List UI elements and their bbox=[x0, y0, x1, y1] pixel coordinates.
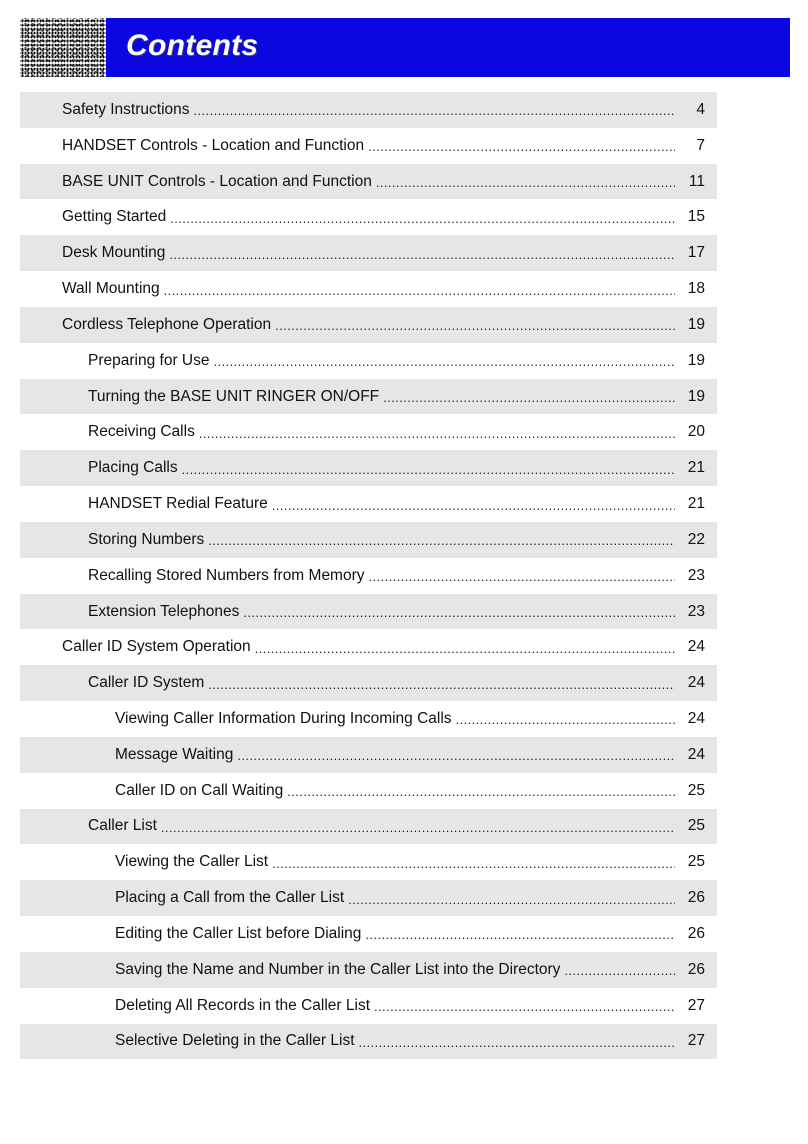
toc-entry-page: 19 bbox=[687, 315, 705, 333]
toc-entry-page: 25 bbox=[687, 781, 705, 799]
toc-entry[interactable] bbox=[20, 844, 717, 880]
toc-entry-page: 21 bbox=[687, 495, 705, 513]
toc-entry-page: 23 bbox=[687, 566, 705, 584]
toc-entry-title: Caller ID on Call Waiting bbox=[115, 781, 284, 799]
toc-entry-title: HANDSET Controls - Location and Function bbox=[62, 136, 365, 154]
toc-entry[interactable] bbox=[20, 414, 717, 450]
dot-leader bbox=[169, 247, 675, 262]
toc-entry-title: BASE UNIT Controls - Location and Function bbox=[62, 172, 372, 190]
toc-entry-title: Preparing for Use bbox=[88, 351, 210, 369]
toc-entry[interactable] bbox=[20, 916, 717, 952]
toc-entry[interactable] bbox=[20, 1024, 717, 1060]
dot-leader bbox=[194, 103, 675, 118]
dot-leader bbox=[243, 605, 675, 620]
toc-entry-page: 20 bbox=[687, 423, 705, 441]
toc-entry-title: Viewing the Caller List bbox=[115, 853, 269, 871]
dot-leader bbox=[383, 390, 675, 405]
dot-leader bbox=[365, 927, 675, 942]
toc-entry-title: Editing the Caller List before Dialing bbox=[115, 924, 362, 942]
toc-entry[interactable] bbox=[20, 164, 717, 200]
toc-entry-page: 26 bbox=[687, 960, 705, 978]
dot-leader bbox=[208, 677, 675, 692]
toc-entry[interactable] bbox=[20, 128, 717, 164]
toc-entry[interactable] bbox=[20, 343, 717, 379]
toc-entry-page: 26 bbox=[687, 924, 705, 942]
toc-entry[interactable] bbox=[20, 737, 717, 773]
marble-texture-graphic bbox=[20, 18, 106, 77]
toc-entry[interactable] bbox=[20, 880, 717, 916]
toc-entry-title: Message Waiting bbox=[115, 745, 234, 763]
toc-entry-title: Extension Telephones bbox=[88, 602, 240, 620]
toc-entry-title: Turning the BASE UNIT RINGER ON/OFF bbox=[88, 387, 380, 405]
toc-entry[interactable] bbox=[20, 486, 717, 522]
page-title: Contents bbox=[126, 29, 259, 62]
toc-entry-title: Safety Instructions bbox=[62, 100, 190, 118]
dot-leader bbox=[182, 462, 675, 477]
toc-entry[interactable] bbox=[20, 522, 717, 558]
dot-leader bbox=[456, 712, 675, 727]
toc-entry-page: 26 bbox=[687, 889, 705, 907]
dot-leader bbox=[208, 533, 675, 548]
toc-entry-title: Placing a Call from the Caller List bbox=[115, 889, 345, 907]
toc-entry-title: Caller ID System bbox=[88, 674, 205, 692]
dot-leader bbox=[368, 139, 675, 154]
dot-leader bbox=[374, 999, 675, 1014]
toc-entry[interactable] bbox=[20, 199, 717, 235]
toc-entry[interactable] bbox=[20, 665, 717, 701]
toc-entry[interactable] bbox=[20, 809, 717, 845]
toc-entry-page: 25 bbox=[687, 817, 705, 835]
toc-entry-page: 27 bbox=[687, 996, 705, 1014]
toc-entry[interactable] bbox=[20, 307, 717, 343]
toc-entry[interactable] bbox=[20, 988, 717, 1024]
toc-entry-page: 25 bbox=[687, 853, 705, 871]
toc-entry-title: Caller ID System Operation bbox=[62, 638, 251, 656]
toc-entry-title: Wall Mounting bbox=[62, 280, 160, 298]
dot-leader bbox=[359, 1035, 675, 1050]
toc-entry-title: Getting Started bbox=[62, 208, 167, 226]
toc-entry-page: 17 bbox=[687, 244, 705, 262]
dot-leader bbox=[275, 318, 675, 333]
dot-leader bbox=[237, 748, 675, 763]
toc-entry-page: 18 bbox=[687, 280, 705, 298]
toc-entry-page: 24 bbox=[687, 709, 705, 727]
dot-leader bbox=[164, 283, 675, 298]
toc-entry[interactable] bbox=[20, 271, 717, 307]
toc-entry-title: Placing Calls bbox=[88, 459, 178, 477]
dot-leader bbox=[213, 354, 675, 369]
dot-leader bbox=[376, 175, 675, 190]
toc-entry-title: Desk Mounting bbox=[62, 244, 166, 262]
toc-entry[interactable] bbox=[20, 450, 717, 486]
dot-leader bbox=[170, 211, 675, 226]
dot-leader bbox=[255, 641, 675, 656]
header-band bbox=[106, 18, 790, 77]
toc-entry-page: 22 bbox=[687, 530, 705, 548]
toc-entry[interactable] bbox=[20, 379, 717, 415]
toc-entry-page: 27 bbox=[687, 1032, 705, 1050]
toc-entry-page: 7 bbox=[696, 136, 705, 154]
toc-entry[interactable] bbox=[20, 92, 717, 128]
toc-entry-title: HANDSET Redial Feature bbox=[88, 495, 268, 513]
toc-entry-page: 24 bbox=[687, 674, 705, 692]
dot-leader bbox=[369, 569, 675, 584]
dot-leader bbox=[161, 820, 675, 835]
table-of-contents bbox=[20, 92, 717, 1059]
toc-entry-page: 19 bbox=[687, 351, 705, 369]
toc-entry-title: Viewing Caller Information During Incoming Calls bbox=[115, 709, 452, 727]
toc-entry-page: 11 bbox=[688, 172, 705, 190]
toc-entry-page: 23 bbox=[687, 602, 705, 620]
toc-entry-page: 21 bbox=[687, 459, 705, 477]
toc-entry-page: 15 bbox=[687, 208, 705, 226]
dot-leader bbox=[287, 784, 675, 799]
dot-leader bbox=[199, 426, 675, 441]
dot-leader bbox=[564, 963, 675, 978]
dot-leader bbox=[272, 856, 675, 871]
dot-leader bbox=[348, 892, 675, 907]
toc-entry-page: 4 bbox=[696, 100, 705, 118]
toc-entry-page: 24 bbox=[687, 638, 705, 656]
toc-entry[interactable] bbox=[20, 558, 717, 594]
toc-entry-page: 19 bbox=[687, 387, 705, 405]
page-header bbox=[20, 18, 790, 77]
toc-entry[interactable] bbox=[20, 235, 717, 271]
toc-entry-title: Caller List bbox=[88, 817, 157, 835]
toc-entry-title: Recalling Stored Numbers from Memory bbox=[88, 566, 365, 584]
toc-entry-title: Cordless Telephone Operation bbox=[62, 315, 272, 333]
toc-entry-title: Deleting All Records in the Caller List bbox=[115, 996, 371, 1014]
toc-entry-title: Storing Numbers bbox=[88, 530, 205, 548]
toc-entry[interactable] bbox=[20, 629, 717, 665]
dot-leader bbox=[272, 498, 675, 513]
toc-entry[interactable] bbox=[20, 773, 717, 809]
toc-entry[interactable] bbox=[20, 594, 717, 630]
toc-entry-page: 24 bbox=[687, 745, 705, 763]
toc-entry-title: Saving the Name and Number in the Caller List into the Directory bbox=[115, 960, 561, 978]
toc-entry-title: Selective Deleting in the Caller List bbox=[115, 1032, 355, 1050]
toc-entry-title: Receiving Calls bbox=[88, 423, 195, 441]
toc-entry[interactable] bbox=[20, 952, 717, 988]
toc-entry[interactable] bbox=[20, 701, 717, 737]
